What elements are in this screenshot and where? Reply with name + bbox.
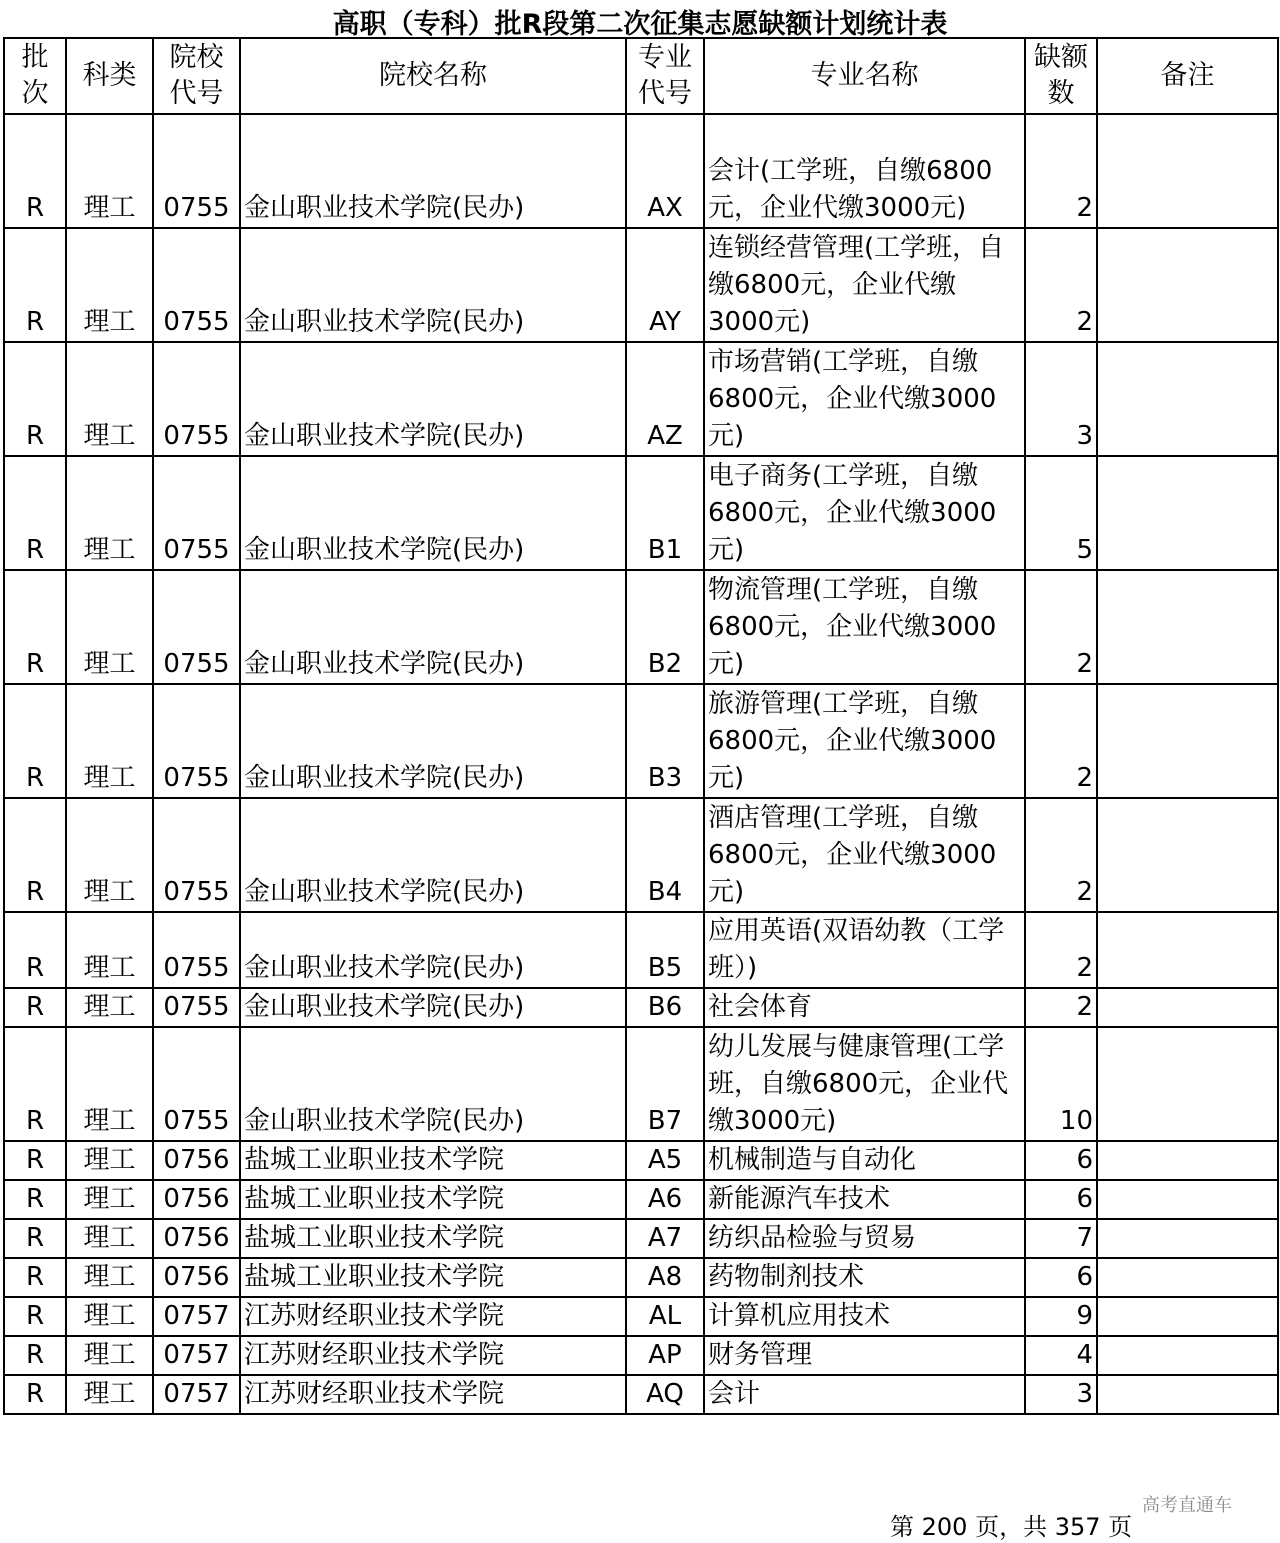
cell-major-code: AX [626, 114, 704, 228]
cell-school-code: 0755 [153, 114, 240, 228]
cell-major-code: B2 [626, 570, 704, 684]
cell-school-code: 0755 [153, 912, 240, 988]
cell-batch: R [4, 912, 66, 988]
cell-vacancy: 3 [1025, 1375, 1097, 1414]
cell-school-code: 0755 [153, 342, 240, 456]
cell-vacancy: 10 [1025, 1027, 1097, 1141]
table-row [4, 1180, 1278, 1219]
cell-school-code: 0757 [153, 1336, 240, 1375]
cell-remark [1097, 570, 1278, 684]
table-row [4, 1336, 1278, 1375]
table-row [4, 912, 1278, 988]
cell-remark [1097, 342, 1278, 456]
cell-school-code: 0755 [153, 798, 240, 912]
cell-school-code: 0756 [153, 1180, 240, 1219]
cell-batch: R [4, 798, 66, 912]
cell-vacancy: 2 [1025, 570, 1097, 684]
table-row [4, 684, 1278, 798]
cell-school-name: 金山职业技术学院(民办) [240, 684, 626, 798]
cell-major-name: 应用英语(双语幼教（工学班）) [704, 912, 1025, 988]
table-row [4, 988, 1278, 1027]
cell-major-code: AZ [626, 342, 704, 456]
cell-remark [1097, 684, 1278, 798]
header-category: 科类 [66, 38, 153, 114]
header-row [4, 38, 1278, 114]
cell-major-code: B7 [626, 1027, 704, 1141]
header-vacancy: 缺额数 [1025, 38, 1097, 114]
cell-major-name: 幼儿发展与健康管理(工学班，自缴6800元，企业代缴3000元) [704, 1027, 1025, 1141]
cell-school-code: 0757 [153, 1375, 240, 1414]
cell-category: 理工 [66, 228, 153, 342]
cell-remark [1097, 798, 1278, 912]
watermark-text: 高考直通车 [1142, 1495, 1232, 1516]
cell-category: 理工 [66, 114, 153, 228]
cell-vacancy: 6 [1025, 1258, 1097, 1297]
cell-remark [1097, 1297, 1278, 1336]
cell-major-name: 物流管理(工学班，自缴6800元，企业代缴3000元) [704, 570, 1025, 684]
page-number: 第 200 页，共 357 页 [890, 1513, 1133, 1541]
cell-category: 理工 [66, 1027, 153, 1141]
cell-batch: R [4, 684, 66, 798]
cell-batch: R [4, 1141, 66, 1180]
cell-school-name: 金山职业技术学院(民办) [240, 342, 626, 456]
table-row [4, 570, 1278, 684]
cell-major-name: 会计 [704, 1375, 1025, 1414]
cell-major-code: A8 [626, 1258, 704, 1297]
cell-school-name: 金山职业技术学院(民办) [240, 114, 626, 228]
cell-major-code: B5 [626, 912, 704, 988]
cell-vacancy: 2 [1025, 912, 1097, 988]
cell-school-name: 江苏财经职业技术学院 [240, 1336, 626, 1375]
vacancy-table [3, 37, 1279, 1415]
cell-category: 理工 [66, 912, 153, 988]
cell-school-name: 金山职业技术学院(民办) [240, 798, 626, 912]
header-remark: 备注 [1097, 38, 1278, 114]
cell-category: 理工 [66, 1297, 153, 1336]
cell-batch: R [4, 1180, 66, 1219]
cell-major-name: 酒店管理(工学班，自缴6800元，企业代缴3000元) [704, 798, 1025, 912]
cell-major-code: AL [626, 1297, 704, 1336]
cell-school-name: 金山职业技术学院(民办) [240, 228, 626, 342]
cell-major-name: 旅游管理(工学班，自缴6800元，企业代缴3000元) [704, 684, 1025, 798]
table-row [4, 342, 1278, 456]
cell-school-name: 盐城工业职业技术学院 [240, 1219, 626, 1258]
cell-school-name: 盐城工业职业技术学院 [240, 1141, 626, 1180]
cell-major-name: 电子商务(工学班，自缴6800元，企业代缴3000元) [704, 456, 1025, 570]
cell-school-name: 江苏财经职业技术学院 [240, 1297, 626, 1336]
header-major-code: 专业代号 [626, 38, 704, 114]
table-row [4, 1375, 1278, 1414]
cell-major-name: 财务管理 [704, 1336, 1025, 1375]
cell-school-code: 0756 [153, 1219, 240, 1258]
cell-school-name: 盐城工业职业技术学院 [240, 1180, 626, 1219]
cell-school-name: 盐城工业职业技术学院 [240, 1258, 626, 1297]
table-row [4, 1141, 1278, 1180]
cell-batch: R [4, 1336, 66, 1375]
cell-school-name: 金山职业技术学院(民办) [240, 1027, 626, 1141]
cell-batch: R [4, 228, 66, 342]
cell-school-name: 金山职业技术学院(民办) [240, 912, 626, 988]
cell-major-name: 市场营销(工学班，自缴6800元，企业代缴3000元) [704, 342, 1025, 456]
cell-remark [1097, 1375, 1278, 1414]
cell-remark [1097, 456, 1278, 570]
cell-major-name: 社会体育 [704, 988, 1025, 1027]
cell-category: 理工 [66, 570, 153, 684]
table-row [4, 1219, 1278, 1258]
cell-school-name: 金山职业技术学院(民办) [240, 988, 626, 1027]
cell-vacancy: 2 [1025, 798, 1097, 912]
cell-school-code: 0755 [153, 456, 240, 570]
cell-remark [1097, 1027, 1278, 1141]
cell-major-name: 药物制剂技术 [704, 1258, 1025, 1297]
cell-major-name: 计算机应用技术 [704, 1297, 1025, 1336]
cell-category: 理工 [66, 1180, 153, 1219]
cell-school-code: 0755 [153, 570, 240, 684]
cell-vacancy: 6 [1025, 1141, 1097, 1180]
header-school-name: 院校名称 [240, 38, 626, 114]
table-row [4, 228, 1278, 342]
cell-category: 理工 [66, 988, 153, 1027]
cell-batch: R [4, 1219, 66, 1258]
cell-remark [1097, 1336, 1278, 1375]
cell-vacancy: 2 [1025, 684, 1097, 798]
cell-category: 理工 [66, 456, 153, 570]
cell-vacancy: 2 [1025, 114, 1097, 228]
cell-category: 理工 [66, 1258, 153, 1297]
cell-batch: R [4, 988, 66, 1027]
cell-major-name: 会计(工学班，自缴6800元，企业代缴3000元) [704, 114, 1025, 228]
cell-batch: R [4, 1297, 66, 1336]
cell-remark [1097, 114, 1278, 228]
cell-major-name: 机械制造与自动化 [704, 1141, 1025, 1180]
cell-remark [1097, 1258, 1278, 1297]
cell-major-code: A7 [626, 1219, 704, 1258]
cell-school-name: 金山职业技术学院(民办) [240, 456, 626, 570]
cell-batch: R [4, 456, 66, 570]
cell-major-code: B4 [626, 798, 704, 912]
cell-remark [1097, 228, 1278, 342]
cell-vacancy: 7 [1025, 1219, 1097, 1258]
cell-major-code: AP [626, 1336, 704, 1375]
cell-school-code: 0755 [153, 988, 240, 1027]
cell-batch: R [4, 1258, 66, 1297]
header-batch: 批次 [4, 38, 66, 114]
cell-remark [1097, 1141, 1278, 1180]
cell-batch: R [4, 1027, 66, 1141]
header-school-code: 院校代号 [153, 38, 240, 114]
cell-school-code: 0755 [153, 228, 240, 342]
cell-school-code: 0757 [153, 1297, 240, 1336]
cell-major-code: AQ [626, 1375, 704, 1414]
cell-major-code: B6 [626, 988, 704, 1027]
cell-batch: R [4, 342, 66, 456]
cell-category: 理工 [66, 684, 153, 798]
cell-school-code: 0756 [153, 1258, 240, 1297]
header-major-name: 专业名称 [704, 38, 1025, 114]
cell-category: 理工 [66, 1336, 153, 1375]
cell-remark [1097, 912, 1278, 988]
table-row [4, 456, 1278, 570]
cell-vacancy: 2 [1025, 228, 1097, 342]
cell-vacancy: 3 [1025, 342, 1097, 456]
cell-category: 理工 [66, 1219, 153, 1258]
cell-vacancy: 4 [1025, 1336, 1097, 1375]
cell-category: 理工 [66, 798, 153, 912]
cell-vacancy: 5 [1025, 456, 1097, 570]
cell-category: 理工 [66, 1141, 153, 1180]
cell-major-code: A5 [626, 1141, 704, 1180]
table-row [4, 1297, 1278, 1336]
cell-school-code: 0756 [153, 1141, 240, 1180]
cell-batch: R [4, 570, 66, 684]
table-row [4, 1258, 1278, 1297]
document-title: 高职（专科）批R段第二次征集志愿缺额计划统计表 [332, 9, 948, 40]
cell-vacancy: 9 [1025, 1297, 1097, 1336]
cell-major-code: A6 [626, 1180, 704, 1219]
cell-batch: R [4, 114, 66, 228]
table-row [4, 114, 1278, 228]
cell-major-name: 新能源汽车技术 [704, 1180, 1025, 1219]
cell-school-code: 0755 [153, 1027, 240, 1141]
cell-remark [1097, 1180, 1278, 1219]
cell-school-name: 江苏财经职业技术学院 [240, 1375, 626, 1414]
cell-category: 理工 [66, 1375, 153, 1414]
cell-school-code: 0755 [153, 684, 240, 798]
cell-batch: R [4, 1375, 66, 1414]
cell-category: 理工 [66, 342, 153, 456]
cell-school-name: 金山职业技术学院(民办) [240, 570, 626, 684]
cell-major-code: B1 [626, 456, 704, 570]
cell-vacancy: 2 [1025, 988, 1097, 1027]
table-row [4, 1027, 1278, 1141]
cell-vacancy: 6 [1025, 1180, 1097, 1219]
cell-remark [1097, 1219, 1278, 1258]
cell-major-name: 连锁经营管理(工学班，自缴6800元，企业代缴3000元) [704, 228, 1025, 342]
cell-remark [1097, 988, 1278, 1027]
cell-major-name: 纺织品检验与贸易 [704, 1219, 1025, 1258]
cell-major-code: B3 [626, 684, 704, 798]
table-row [4, 798, 1278, 912]
cell-major-code: AY [626, 228, 704, 342]
